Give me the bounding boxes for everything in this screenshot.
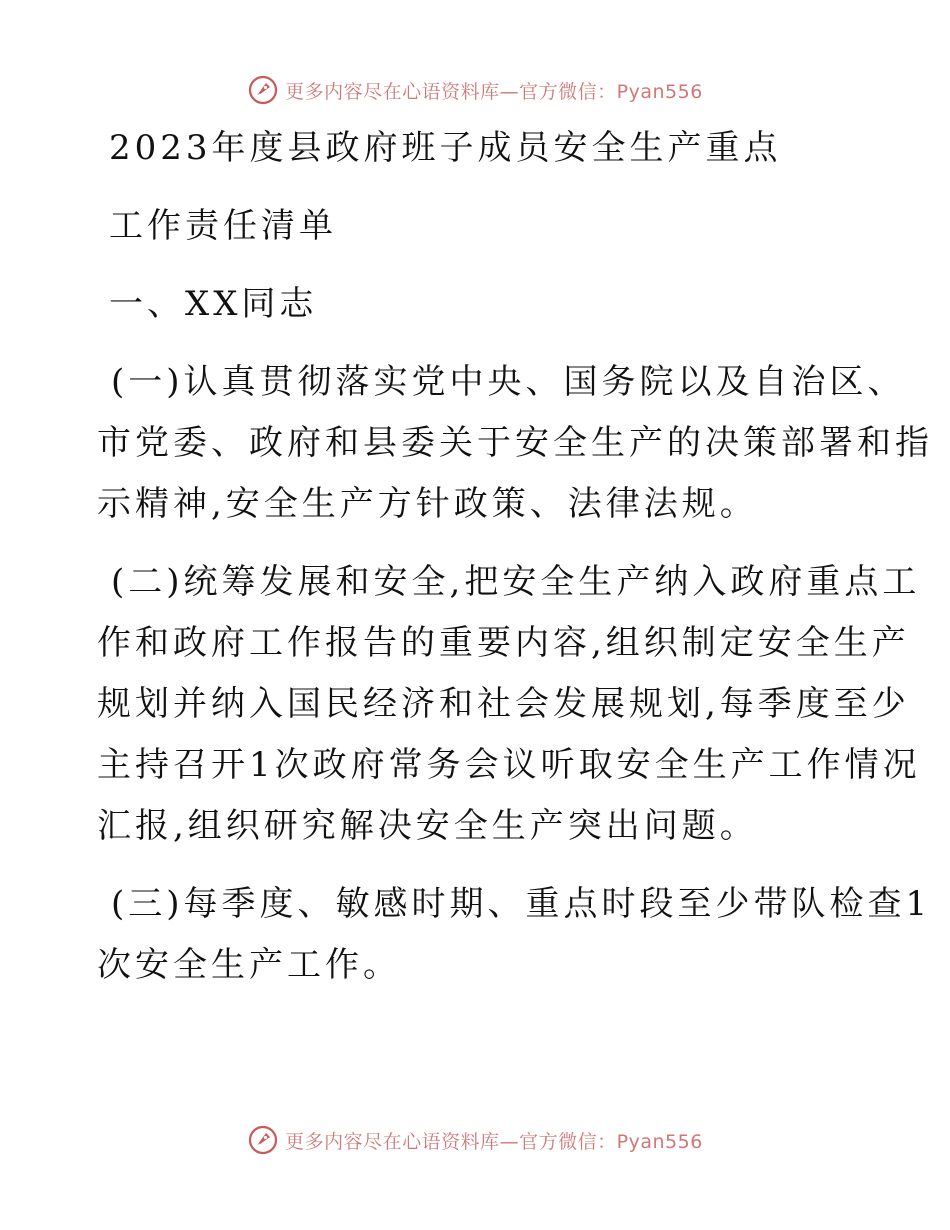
paragraph-line: 规划并纳入国民经济和社会发展规划,每季度至少 — [97, 684, 910, 724]
paragraph-line: 市党委、政府和县委关于安全生产的决策部署和指 — [97, 423, 933, 463]
pen-nib-circle-icon — [247, 1124, 279, 1156]
paragraph-line: 作和政府工作报告的重要内容,组织制定安全生产 — [97, 623, 910, 663]
footer-watermark — [0, 1120, 950, 1160]
document-title-line-1: 2023年度县政府班子成员安全生产重点 — [109, 128, 782, 168]
document-title-line-2: 工作责任清单 — [109, 206, 337, 246]
pen-nib-circle-icon — [247, 74, 279, 106]
section-heading: 一、XX同志 — [109, 284, 318, 324]
paragraph-line: 主持召开1次政府常务会议听取安全生产工作情况 — [97, 745, 921, 785]
paragraph-line: 汇报,组织研究解决安全生产突出问题。 — [97, 806, 758, 846]
document-body — [97, 118, 933, 1013]
paragraph-line: (三)每季度、敏感时期、重点时段至少带队检查1 — [111, 884, 932, 924]
watermark-group — [247, 74, 703, 106]
paragraph-line: 示精神,安全生产方针政策、法律法规。 — [97, 484, 758, 524]
paragraph-1 — [97, 352, 933, 535]
paragraph-3 — [97, 874, 932, 996]
paragraph-line: (二)统筹发展和安全,把安全生产纳入政府重点工 — [111, 562, 921, 602]
watermark-group — [247, 1124, 703, 1156]
watermark-text: 更多内容尽在心语资料库—官方微信：Pyan556 — [285, 1130, 703, 1153]
paragraph-line: (一)认真贯彻落实党中央、国务院以及自治区、 — [111, 362, 906, 402]
paragraph-2 — [97, 552, 921, 857]
paragraph-line: 次安全生产工作。 — [97, 945, 401, 985]
watermark-text: 更多内容尽在心语资料库—官方微信：Pyan556 — [285, 80, 703, 103]
header-watermark — [0, 70, 950, 110]
